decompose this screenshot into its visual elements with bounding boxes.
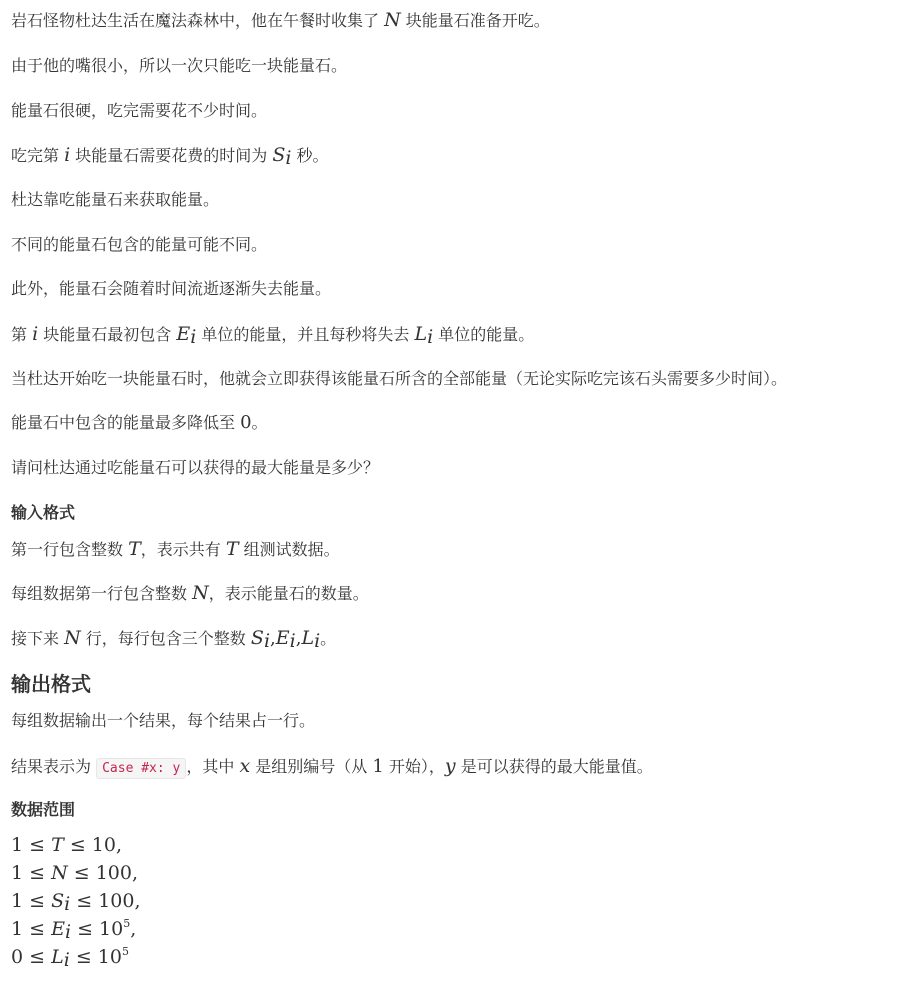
math-var: N: [384, 9, 401, 31]
paragraph-4: [11, 143, 329, 168]
paragraph-7: 此外，能量石会随着时间流逝逐渐失去能量。: [11, 279, 332, 298]
range-lower: 1: [11, 834, 24, 856]
paragraph-2: 由于他的嘴很小，所以一次只能吃一块能量石。: [11, 56, 348, 75]
range-subscript: i: [64, 893, 71, 915]
range-line: [11, 859, 138, 887]
range-lower: 1: [11, 890, 24, 912]
range-upper: 100: [98, 890, 135, 912]
text: 块能量石准备开吃。: [400, 11, 550, 30]
text: 是可以获得的最大能量值。: [455, 757, 653, 776]
math-var: L: [414, 323, 428, 345]
range-line: [11, 915, 136, 943]
text: 是组别编号（从: [250, 757, 373, 776]
data-range-heading: 数据范围: [11, 800, 76, 819]
text: 块能量石需要花费的时间为: [70, 146, 273, 165]
math-var: L: [301, 627, 315, 649]
math-var: N: [64, 627, 81, 649]
math-subscript: i: [314, 630, 321, 652]
math-subscript: i: [263, 630, 271, 652]
range-op: ≤: [23, 834, 52, 856]
range-op: ≤: [69, 946, 98, 968]
text: ，其中: [186, 757, 240, 776]
paragraph-9: 当杜达开始吃一块能量石时，他就会立即获得该能量石所含的全部能量（无论实际吃完该石头需要多少时间）。: [11, 369, 788, 388]
range-line: [11, 831, 122, 859]
paragraph-11: 请问杜达通过吃能量石可以获得的最大能量是多少？: [11, 458, 380, 477]
range-op: ≤: [71, 918, 100, 940]
text: 能量石中包含的能量最多降低至: [11, 413, 241, 432]
math-var: x: [239, 755, 251, 777]
range-var: N: [51, 862, 68, 884]
range-op: ≤: [23, 918, 52, 940]
range-var: L: [51, 946, 64, 968]
paragraph-3: 能量石很硬，吃完需要花不少时间。: [11, 101, 268, 120]
range-var: E: [51, 918, 65, 940]
text: ，表示共有: [140, 540, 226, 559]
input-line-1: [11, 537, 340, 562]
math-var: E: [176, 323, 191, 345]
range-op: ≤: [23, 862, 52, 884]
paragraph-10: [11, 411, 268, 435]
text: 第一行包含整数: [11, 540, 129, 559]
text: 块能量石最初包含: [38, 325, 177, 344]
range-op: ≤: [63, 834, 92, 856]
text: 。: [251, 413, 268, 432]
range-upper: 10: [97, 946, 122, 968]
range-comma: ,: [115, 834, 123, 856]
math-comma: ,: [295, 628, 302, 649]
range-comma: ,: [130, 918, 137, 940]
text: 接下来: [11, 629, 65, 648]
output-line-1: 每组数据输出一个结果，每个结果占一行。: [11, 711, 316, 730]
range-exponent: 5: [121, 945, 129, 958]
range-op: ≤: [70, 890, 99, 912]
text: 。: [320, 629, 337, 648]
range-lower: 0: [11, 946, 24, 968]
range-var: T: [51, 834, 64, 856]
math-var: T: [128, 538, 141, 560]
text: 岩石怪物杜达生活在魔法森林中，他在午餐时收集了: [11, 11, 385, 30]
math-var: S: [272, 144, 286, 166]
text: 吃完第: [11, 146, 65, 165]
range-lower: 1: [11, 862, 24, 884]
range-op: ≤: [23, 890, 52, 912]
paragraph-1: [11, 8, 550, 33]
text: 结果表示为: [11, 757, 97, 776]
output-line-2: [11, 754, 653, 781]
range-upper: 10: [91, 834, 116, 856]
math-var: T: [225, 538, 239, 560]
text: 单位的能量。: [433, 325, 535, 344]
text: 秒。: [291, 146, 329, 165]
range-op: ≤: [67, 862, 96, 884]
range-comma: ,: [134, 890, 141, 912]
paragraph-6: 不同的能量石包含的能量可能不同。: [11, 235, 268, 254]
input-format-heading: 输入格式: [11, 503, 76, 522]
range-subscript: i: [64, 921, 72, 943]
inline-code: Case #x: y: [96, 758, 186, 779]
math-subscript: i: [427, 326, 434, 348]
range-op: ≤: [23, 946, 52, 968]
math-subscript: i: [289, 630, 296, 652]
math-var: S: [250, 627, 264, 649]
math-number: 1: [372, 756, 384, 777]
math-var: i: [64, 144, 71, 166]
text: 每组数据第一行包含整数: [11, 584, 193, 603]
range-subscript: i: [63, 949, 70, 971]
math-var: N: [192, 582, 209, 604]
input-line-2: [11, 581, 369, 606]
paragraph-8: [11, 322, 534, 347]
range-comma: ,: [131, 862, 139, 884]
math-var: E: [275, 627, 290, 649]
range-upper: 100: [95, 862, 132, 884]
text: 单位的能量，并且每秒将失去: [196, 325, 415, 344]
range-exponent: 5: [123, 917, 131, 930]
range-lower: 1: [11, 918, 24, 940]
text: 行，每行包含三个整数: [80, 629, 251, 648]
input-line-3: [11, 626, 336, 651]
paragraph-5: 杜达靠吃能量石来获取能量。: [11, 190, 220, 209]
math-var: y: [444, 755, 456, 777]
range-line: [11, 943, 129, 971]
range-line: [11, 887, 141, 915]
math-subscript: i: [285, 147, 292, 169]
range-var: S: [51, 890, 65, 912]
math-comma: ,: [270, 628, 276, 649]
text: 组测试数据。: [238, 540, 340, 559]
text: 开始），: [383, 757, 445, 776]
math-subscript: i: [190, 326, 197, 348]
math-number: 0: [240, 412, 252, 433]
text: 第: [11, 325, 33, 344]
math-var: i: [32, 323, 39, 345]
output-format-heading: 输出格式: [11, 672, 91, 696]
text: ，表示能量石的数量。: [208, 584, 369, 603]
range-upper: 10: [99, 918, 124, 940]
